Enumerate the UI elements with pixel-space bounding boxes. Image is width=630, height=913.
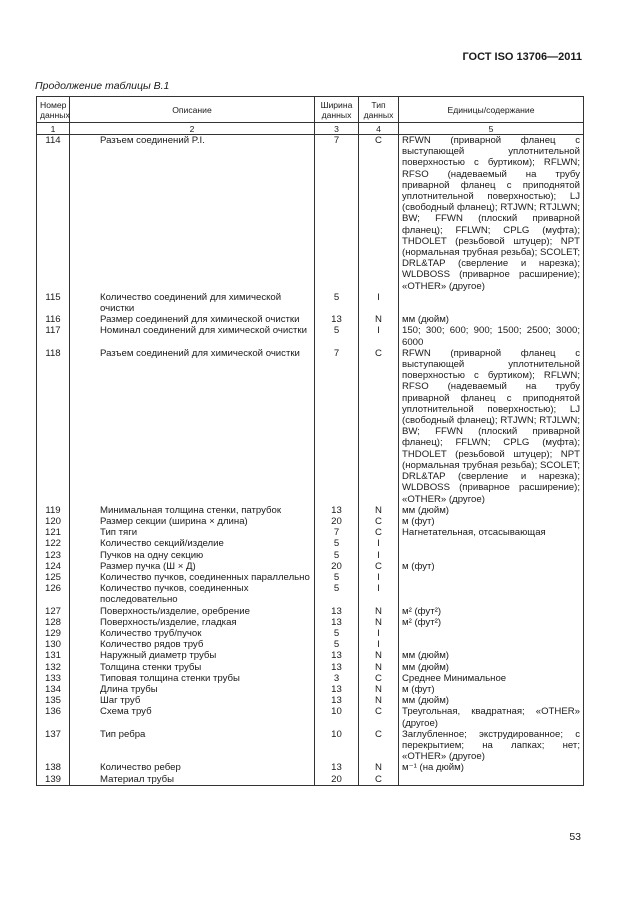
row-data-type: N — [359, 606, 399, 617]
row-number: 123 — [37, 550, 70, 561]
row-units — [399, 639, 584, 650]
row-data-width: 13 — [315, 695, 359, 706]
row-description: Разъем соединений P.I. — [70, 135, 315, 292]
col-header-description: Описание — [70, 97, 315, 123]
row-number: 117 — [37, 325, 70, 347]
row-units — [399, 628, 584, 639]
row-data-type: C — [359, 516, 399, 527]
row-data-type: N — [359, 617, 399, 628]
row-number: 115 — [37, 292, 70, 314]
table-row — [37, 572, 584, 583]
row-description: Размер пучка (Ш × Д) — [70, 561, 315, 572]
row-data-type: C — [359, 673, 399, 684]
row-data-width: 13 — [315, 762, 359, 773]
row-number: 137 — [37, 729, 70, 763]
col-number-2: 2 — [70, 123, 315, 135]
row-units: м⁻¹ (на дюйм) — [399, 762, 584, 773]
row-units: мм (дюйм) — [399, 505, 584, 516]
row-data-type: N — [359, 650, 399, 661]
col-number-5: 5 — [399, 123, 584, 135]
row-number: 133 — [37, 673, 70, 684]
row-description: Толщина стенки трубы — [70, 662, 315, 673]
row-number: 122 — [37, 538, 70, 549]
row-units: мм (дюйм) — [399, 662, 584, 673]
row-number: 119 — [37, 505, 70, 516]
row-description: Типовая толщина стенки трубы — [70, 673, 315, 684]
table-row — [37, 662, 584, 673]
row-number: 120 — [37, 516, 70, 527]
table-row — [37, 650, 584, 661]
row-units: м (фут) — [399, 684, 584, 695]
row-units — [399, 538, 584, 549]
table-row — [37, 561, 584, 572]
row-units: RFWN (приварной фланец с выступающей уплотнительной поверхностью с буртиком); RFLWN; RFSO (надеваемый на трубу приварной фланец с приподнятой уплотнительной поверхностью); LJ (свободный фланец); RTJWN; RTJLWN; BW; FFWN (плоский приварной фланец); FFLWN; CPLG (муфта); THDOLET (резьбовой штуцер); NPT (нормальная трубная резьба); SCOLET; DRL&TAP (сверление и нарезка); WLDBOSS (приварное расширение); «OTHER» (другое) — [399, 135, 584, 292]
table-row — [37, 673, 584, 684]
row-description: Шаг труб — [70, 695, 315, 706]
row-data-width: 5 — [315, 572, 359, 583]
row-units: RFWN (приварной фланец с выступающей уплотнительной поверхностью с буртиком); RFLWN; RFSO (надеваемый на трубу приварной фланец с приподнятой уплотнительной поверхностью); LJ (свободный фланец); RTJWN; RTJLWN; BW; FFWN (плоский приварной фланец); FFLWN; CPLG (муфта); THDOLET (резьбовой штуцер); NPT (нормальная трубная резьба); SCOLET; DRL&TAP (сверление и нарезка); WLDBOSS (приварное расширение); «OTHER» (другое) — [399, 348, 584, 505]
row-description: Количество пучков, соединенных последовательно — [70, 583, 315, 605]
table-row — [37, 325, 584, 347]
table-body — [37, 135, 584, 786]
row-units: 150; 300; 600; 900; 1500; 2500; 3000; 6000 — [399, 325, 584, 347]
row-data-width: 13 — [315, 314, 359, 325]
row-data-width: 5 — [315, 538, 359, 549]
row-description: Поверхность/изделие, гладкая — [70, 617, 315, 628]
row-units: Треугольная, квадратная; «OTHER» (другое) — [399, 706, 584, 728]
col-header-number: Номер данных — [37, 97, 70, 123]
row-data-type: N — [359, 505, 399, 516]
row-data-width: 13 — [315, 617, 359, 628]
row-data-width: 3 — [315, 673, 359, 684]
row-data-type: N — [359, 662, 399, 673]
row-description: Минимальная толщина стенки, патрубок — [70, 505, 315, 516]
page-number: 53 — [569, 831, 581, 843]
row-description: Поверхность/изделие, оребрение — [70, 606, 315, 617]
row-number: 126 — [37, 583, 70, 605]
row-data-width: 20 — [315, 774, 359, 786]
col-number-1: 1 — [37, 123, 70, 135]
col-header-units: Единицы/содержание — [399, 97, 584, 123]
row-data-width: 5 — [315, 550, 359, 561]
row-units: Среднее Минимальное — [399, 673, 584, 684]
row-number: 127 — [37, 606, 70, 617]
table-row — [37, 135, 584, 292]
col-number-4: 4 — [359, 123, 399, 135]
row-data-type: C — [359, 527, 399, 538]
table-row — [37, 762, 584, 773]
row-number: 136 — [37, 706, 70, 728]
row-data-type: I — [359, 550, 399, 561]
row-number: 121 — [37, 527, 70, 538]
row-data-type: C — [359, 348, 399, 505]
row-number: 128 — [37, 617, 70, 628]
row-description: Количество секций/изделие — [70, 538, 315, 549]
row-units: Заглубленное; экструдированное; с перекрытием; на лапках; нет; «OTHER» (другое) — [399, 729, 584, 763]
table-row — [37, 606, 584, 617]
row-description: Схема труб — [70, 706, 315, 728]
row-units: мм (дюйм) — [399, 650, 584, 661]
row-data-type: N — [359, 695, 399, 706]
row-number: 129 — [37, 628, 70, 639]
row-units — [399, 292, 584, 314]
row-number: 139 — [37, 774, 70, 786]
row-units: м (фут) — [399, 561, 584, 572]
row-description: Размер секции (ширина × длина) — [70, 516, 315, 527]
table-row — [37, 774, 584, 786]
row-data-type: I — [359, 572, 399, 583]
row-description: Количество рядов труб — [70, 639, 315, 650]
row-number: 118 — [37, 348, 70, 505]
row-number: 124 — [37, 561, 70, 572]
row-units: мм (дюйм) — [399, 314, 584, 325]
row-units: м (фут) — [399, 516, 584, 527]
row-description: Количество соединений для химической очистки — [70, 292, 315, 314]
row-units — [399, 572, 584, 583]
row-data-type: I — [359, 538, 399, 549]
row-number: 131 — [37, 650, 70, 661]
row-number: 135 — [37, 695, 70, 706]
table-row — [37, 516, 584, 527]
row-description: Количество труб/пучок — [70, 628, 315, 639]
table-row — [37, 538, 584, 549]
table-row — [37, 639, 584, 650]
row-units: м² (фут²) — [399, 606, 584, 617]
data-table — [36, 96, 583, 786]
row-data-width: 20 — [315, 561, 359, 572]
row-number: 138 — [37, 762, 70, 773]
row-data-type: I — [359, 325, 399, 347]
row-units — [399, 774, 584, 786]
row-data-width: 13 — [315, 650, 359, 661]
row-number: 132 — [37, 662, 70, 673]
col-number-3: 3 — [315, 123, 359, 135]
row-number: 134 — [37, 684, 70, 695]
row-data-type: C — [359, 774, 399, 786]
row-data-width: 5 — [315, 639, 359, 650]
col-header-type: Тип данных — [359, 97, 399, 123]
row-data-type: N — [359, 762, 399, 773]
row-description: Количество ребер — [70, 762, 315, 773]
table-row — [37, 706, 584, 728]
table-row — [37, 348, 584, 505]
row-units — [399, 550, 584, 561]
row-description: Размер соединений для химической очистки — [70, 314, 315, 325]
row-number: 130 — [37, 639, 70, 650]
table-row — [37, 550, 584, 561]
row-data-width: 5 — [315, 583, 359, 605]
row-data-width: 20 — [315, 516, 359, 527]
row-number: 116 — [37, 314, 70, 325]
row-number: 114 — [37, 135, 70, 292]
row-data-width: 13 — [315, 684, 359, 695]
table-row — [37, 583, 584, 605]
row-data-type: N — [359, 684, 399, 695]
row-data-width: 5 — [315, 325, 359, 347]
row-data-width: 5 — [315, 292, 359, 314]
row-description: Длина трубы — [70, 684, 315, 695]
row-data-type: C — [359, 561, 399, 572]
row-description: Тип ребра — [70, 729, 315, 763]
row-data-type: I — [359, 628, 399, 639]
row-data-type: I — [359, 292, 399, 314]
row-description: Номинал соединений для химической очистки — [70, 325, 315, 347]
row-data-width: 13 — [315, 662, 359, 673]
table-row — [37, 505, 584, 516]
row-description: Разъем соединений для химической очистки — [70, 348, 315, 505]
table-row — [37, 292, 584, 314]
row-data-width: 10 — [315, 706, 359, 728]
row-units: Нагнетательная, отсасывающая — [399, 527, 584, 538]
row-description: Материал трубы — [70, 774, 315, 786]
row-data-type: C — [359, 135, 399, 292]
row-data-type: I — [359, 639, 399, 650]
table-row — [37, 527, 584, 538]
row-data-type: C — [359, 729, 399, 763]
table-row — [37, 695, 584, 706]
row-data-width: 5 — [315, 628, 359, 639]
table-row — [37, 684, 584, 695]
row-description: Наружный диаметр трубы — [70, 650, 315, 661]
table-row — [37, 314, 584, 325]
row-description: Пучков на одну секцию — [70, 550, 315, 561]
row-data-type: C — [359, 706, 399, 728]
row-data-width: 7 — [315, 348, 359, 505]
row-units: м² (фут²) — [399, 617, 584, 628]
row-units: мм (дюйм) — [399, 695, 584, 706]
row-description: Тип тяги — [70, 527, 315, 538]
row-description: Количество пучков, соединенных параллельно — [70, 572, 315, 583]
row-data-width: 13 — [315, 606, 359, 617]
table-row — [37, 617, 584, 628]
col-header-width: Ширина данных — [315, 97, 359, 123]
row-data-width: 13 — [315, 505, 359, 516]
row-number: 125 — [37, 572, 70, 583]
document-id-header: ГОСТ ISO 13706—2011 — [462, 51, 582, 63]
table-row — [37, 628, 584, 639]
row-data-width: 7 — [315, 135, 359, 292]
row-data-width: 10 — [315, 729, 359, 763]
table-caption: Продолжение таблицы В.1 — [35, 80, 170, 92]
row-data-type: I — [359, 583, 399, 605]
row-units — [399, 583, 584, 605]
table-row — [37, 729, 584, 763]
row-data-type: N — [359, 314, 399, 325]
row-data-width: 7 — [315, 527, 359, 538]
